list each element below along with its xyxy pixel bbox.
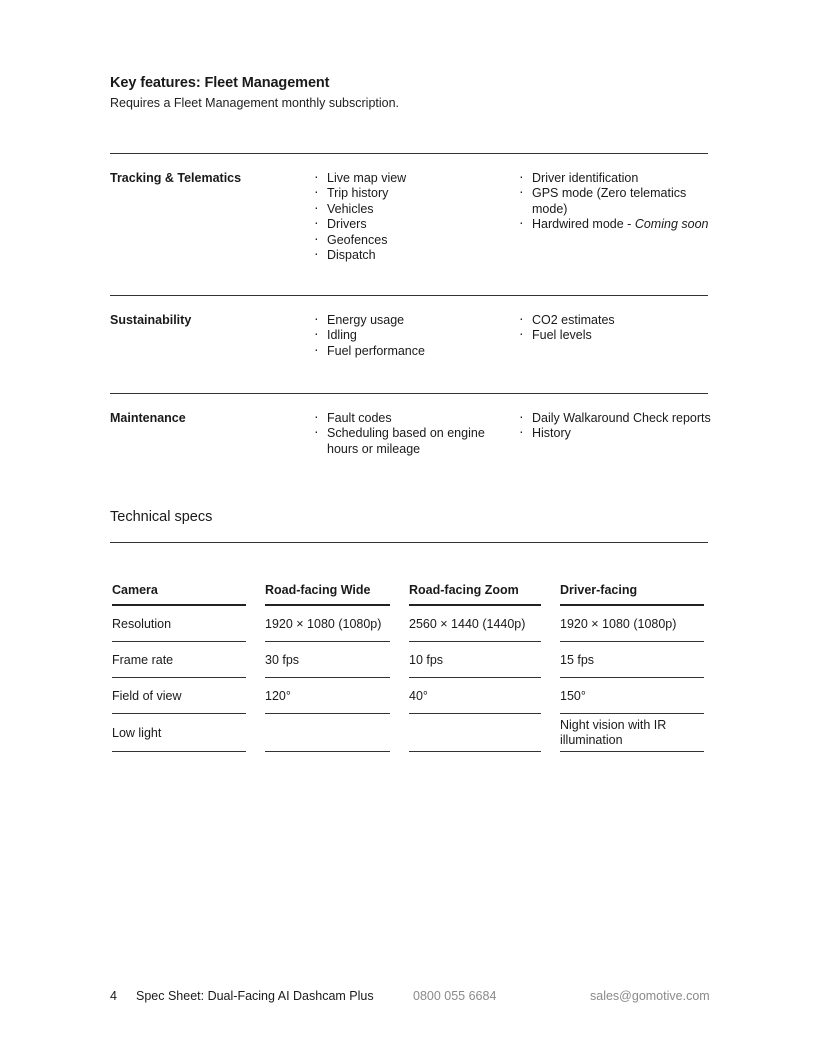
feature-list-maintenance-left bbox=[310, 411, 495, 457]
divider bbox=[110, 295, 708, 296]
table-cell: 1920 × 1080 (1080p) bbox=[265, 606, 390, 642]
list-item: · Vehicles bbox=[310, 202, 495, 217]
list-item: · History bbox=[515, 426, 715, 441]
table-header: Driver-facing bbox=[560, 576, 704, 606]
feature-label-sustainability: Sustainability bbox=[110, 313, 192, 327]
email-address: sales@gomotive.com bbox=[590, 989, 710, 1003]
table-cell bbox=[265, 714, 390, 752]
list-item: · Trip history bbox=[310, 186, 495, 201]
list-item: · Fuel performance bbox=[310, 344, 495, 359]
list-item: · Scheduling based on engine hours or mileage bbox=[310, 426, 495, 457]
tech-specs-title: Technical specs bbox=[110, 509, 213, 525]
list-item: · CO2 estimates bbox=[515, 313, 715, 328]
divider bbox=[110, 153, 708, 154]
feature-list-maintenance-right bbox=[515, 411, 715, 442]
feature-label-tracking: Tracking & Telematics bbox=[110, 171, 242, 185]
table-cell bbox=[409, 714, 541, 752]
table-header: Road-facing Zoom bbox=[409, 576, 541, 606]
table-cell: 150° bbox=[560, 678, 704, 714]
table-cell: 15 fps bbox=[560, 642, 704, 678]
table-cell: Resolution bbox=[112, 606, 246, 642]
list-item: · Energy usage bbox=[310, 313, 495, 328]
table-header-row bbox=[112, 576, 704, 606]
list-item-text: Hardwired mode - bbox=[532, 217, 635, 232]
list-item: · Live map view bbox=[310, 171, 495, 186]
list-item: · Geofences bbox=[310, 233, 495, 248]
list-item: · Dispatch bbox=[310, 248, 495, 263]
list-item: · Idling bbox=[310, 328, 495, 343]
list-item: · Fuel levels bbox=[515, 328, 715, 343]
table-header: Road-facing Wide bbox=[265, 576, 390, 606]
list-item bbox=[515, 217, 715, 232]
table-cell: 30 fps bbox=[265, 642, 390, 678]
table-cell: 120° bbox=[265, 678, 390, 714]
table-row bbox=[112, 606, 704, 642]
table-cell: 10 fps bbox=[409, 642, 541, 678]
divider bbox=[110, 393, 708, 394]
list-item: · Drivers bbox=[310, 217, 495, 232]
table-cell: 2560 × 1440 (1440p) bbox=[409, 606, 541, 642]
table-row bbox=[112, 678, 704, 714]
list-item: · Fault codes bbox=[310, 411, 495, 426]
divider bbox=[110, 542, 708, 543]
section-subtitle: Requires a Fleet Management monthly subscription. bbox=[110, 96, 400, 110]
feature-list-tracking-right bbox=[515, 171, 715, 233]
table-row bbox=[112, 714, 704, 752]
feature-list-sustainability-left bbox=[310, 313, 495, 359]
list-item: · Daily Walkaround Check reports bbox=[515, 411, 715, 426]
coming-soon-note: Coming soon bbox=[634, 217, 709, 232]
list-item: · GPS mode (Zero telematics mode) bbox=[515, 186, 715, 217]
table-cell: Low light bbox=[112, 714, 246, 752]
table-cell: 1920 × 1080 (1080p) bbox=[560, 606, 704, 642]
table-cell: Frame rate bbox=[112, 642, 246, 678]
phone-number: 0800 055 6684 bbox=[413, 989, 497, 1003]
list-item: · Driver identification bbox=[515, 171, 715, 186]
table-row bbox=[112, 642, 704, 678]
specs-table bbox=[112, 576, 704, 752]
document-title: Spec Sheet: Dual-Facing AI Dashcam Plus bbox=[136, 989, 374, 1003]
table-cell: Night vision with IR illumination bbox=[560, 717, 667, 747]
feature-list-tracking-left bbox=[310, 171, 495, 263]
section-title: Key features: Fleet Management bbox=[110, 75, 330, 91]
table-cell: Field of view bbox=[112, 678, 246, 714]
feature-label-maintenance: Maintenance bbox=[110, 411, 186, 425]
feature-list-sustainability-right bbox=[515, 313, 715, 344]
page-number: 4 bbox=[110, 989, 117, 1003]
table-cell: 40° bbox=[409, 678, 541, 714]
table-header: Camera bbox=[112, 576, 246, 606]
